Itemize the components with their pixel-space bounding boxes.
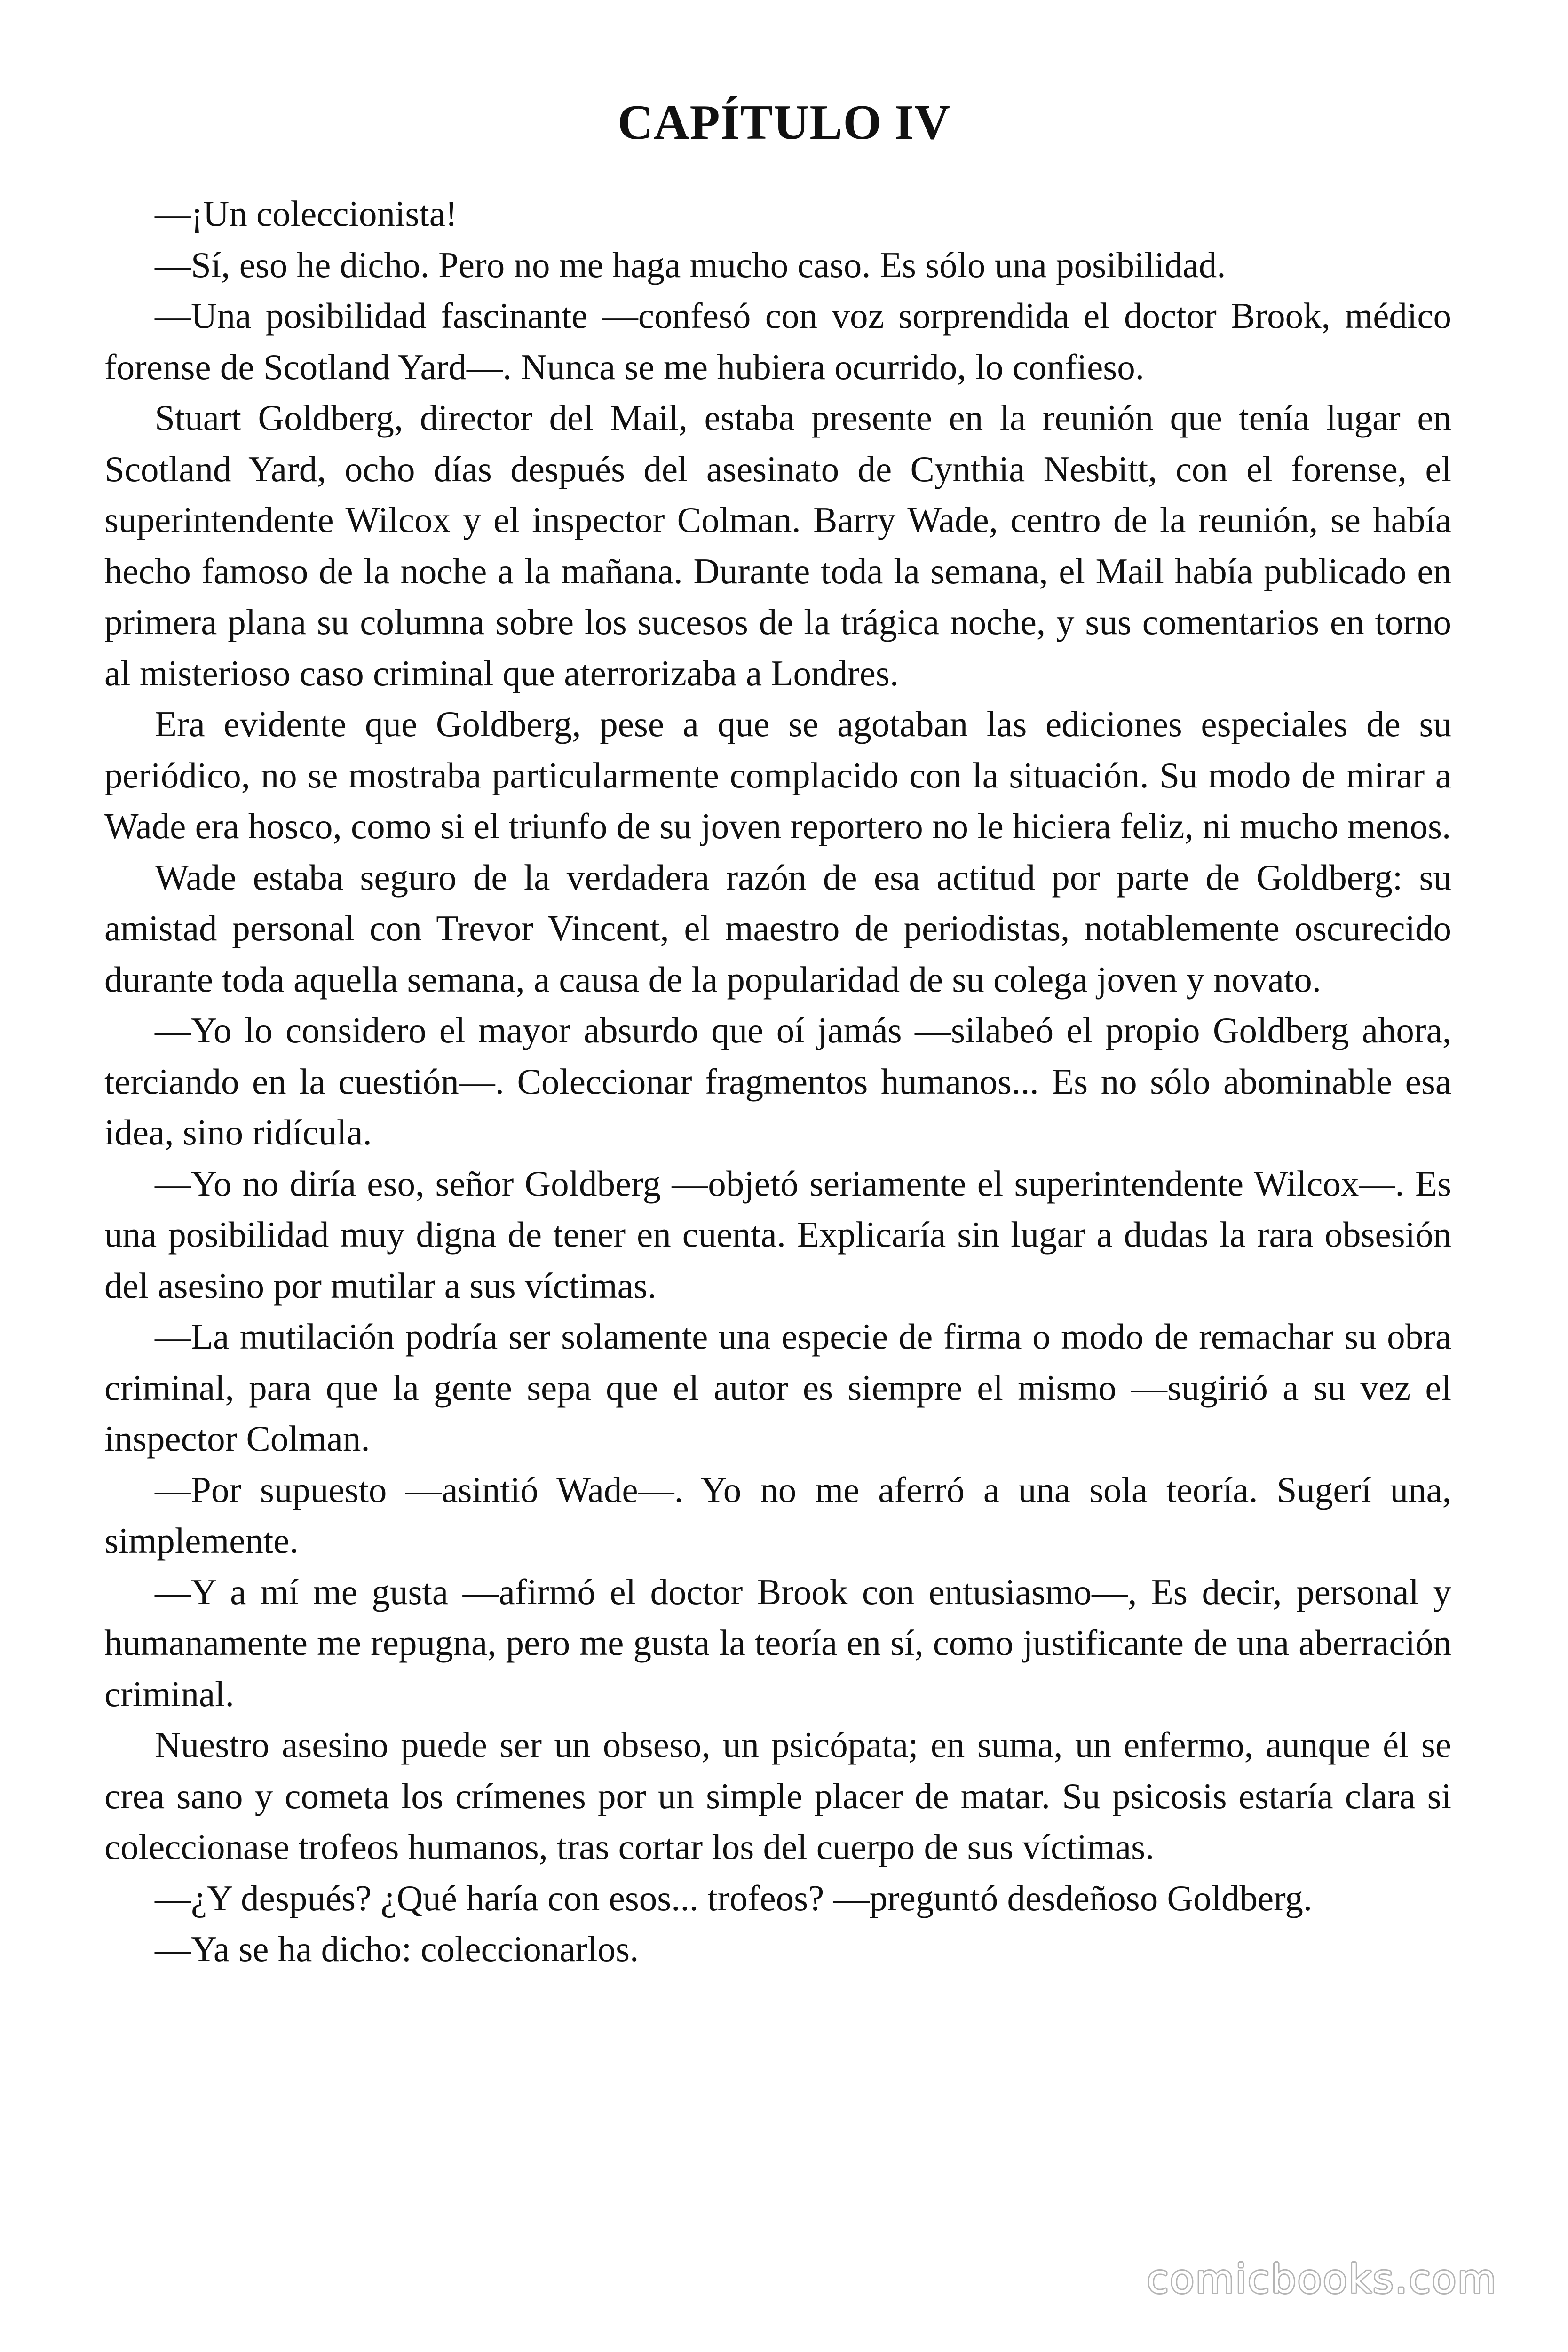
paragraph: —Y a mí me gusta —afirmó el doctor Brook con entusiasmo—, Es decir, personal y humanamente me repugna, pero me gusta la teoría en sí, como justificante de una aberración criminal. <box>104 1571 1451 1714</box>
paragraph: —¡Un coleccionista! <box>155 193 458 234</box>
paragraph: Wade estaba seguro de la verdadera razón de esa actitud por parte de Goldberg: su amistad personal con Trevor Vincent, el maestro de periodistas, notablemente oscurecido durante toda aquella semana, a causa de la popularidad de su colega joven y novato. <box>104 857 1451 1000</box>
paragraph: —La mutilación podría ser solamente una especie de firma o modo de remachar su obra criminal, para que la gente sepa que el autor es siempre el mismo —sugirió a su vez el inspector Colman. <box>104 1316 1451 1459</box>
paragraph: —Una posibilidad fascinante —confesó con voz sorprendida el doctor Brook, médico forense de Scotland Yard—. Nunca se me hubiera ocurrido, lo confieso. <box>104 295 1451 387</box>
paragraph: Era evidente que Goldberg, pese a que se agotaban las ediciones especiales de su periódico, no se mostraba particularmente complacido con la situación. Su modo de mirar a Wade era hosco, como si el triunfo de su joven reportero no le hiciera feliz, ni mucho menos. <box>104 704 1451 846</box>
paragraph: —Sí, eso he dicho. Pero no me haga mucho caso. Es sólo una posibilidad. <box>155 244 1226 285</box>
paragraph: Nuestro asesino puede ser un obseso, un psicópata; en suma, un enfermo, aunque él se crea sano y cometa los crímenes por un simple placer de matar. Su psicosis estaría clara si coleccionase trofeos humanos, tras cortar los del cuerpo de sus víctimas. <box>104 1724 1451 1867</box>
paragraph: —Por supuesto —asintió Wade—. Yo no me aferró a una sola teoría. Sugerí una, simplemente. <box>104 1469 1451 1561</box>
watermark: comicbooks.com <box>1147 2256 1497 2302</box>
paragraph: —¿Y después? ¿Qué haría con esos... trofeos? —preguntó desdeñoso Goldberg. <box>155 1877 1313 1918</box>
paragraph: Stuart Goldberg, director del Mail, estaba presente en la reunión que tenía lugar en Scotland Yard, ocho días después del asesinato de Cynthia Nesbitt, con el forense, el superintendente Wilcox y el inspector Colman. Barry Wade, centro de la reunión, se había hecho famoso de la noche a la mañana. Durante toda la semana, el Mail había publicado en primera plana su columna sobre los sucesos de la trágica noche, y sus comentarios en torno al misterioso caso criminal que aterrorizaba a Londres. <box>104 397 1451 693</box>
paragraph: —Ya se ha dicho: coleccionarlos. <box>155 1929 639 1969</box>
paragraph: —Yo no diría eso, señor Goldberg —objetó seriamente el superintendente Wilcox—. Es una posibilidad muy digna de tener en cuenta. Explicaría sin lugar a dudas la rara obsesión del asesino por mutilar a sus víctimas. <box>104 1163 1451 1306</box>
chapter-body <box>104 188 1451 1975</box>
paragraph: —Yo lo considero el mayor absurdo que oí jamás —silabeó el propio Goldberg ahora, terciando en la cuestión—. Coleccionar fragmentos humanos... Es no sólo abominable esa idea, sino ridícula. <box>104 1010 1451 1152</box>
chapter-title: CAPÍTULO IV <box>617 95 951 150</box>
